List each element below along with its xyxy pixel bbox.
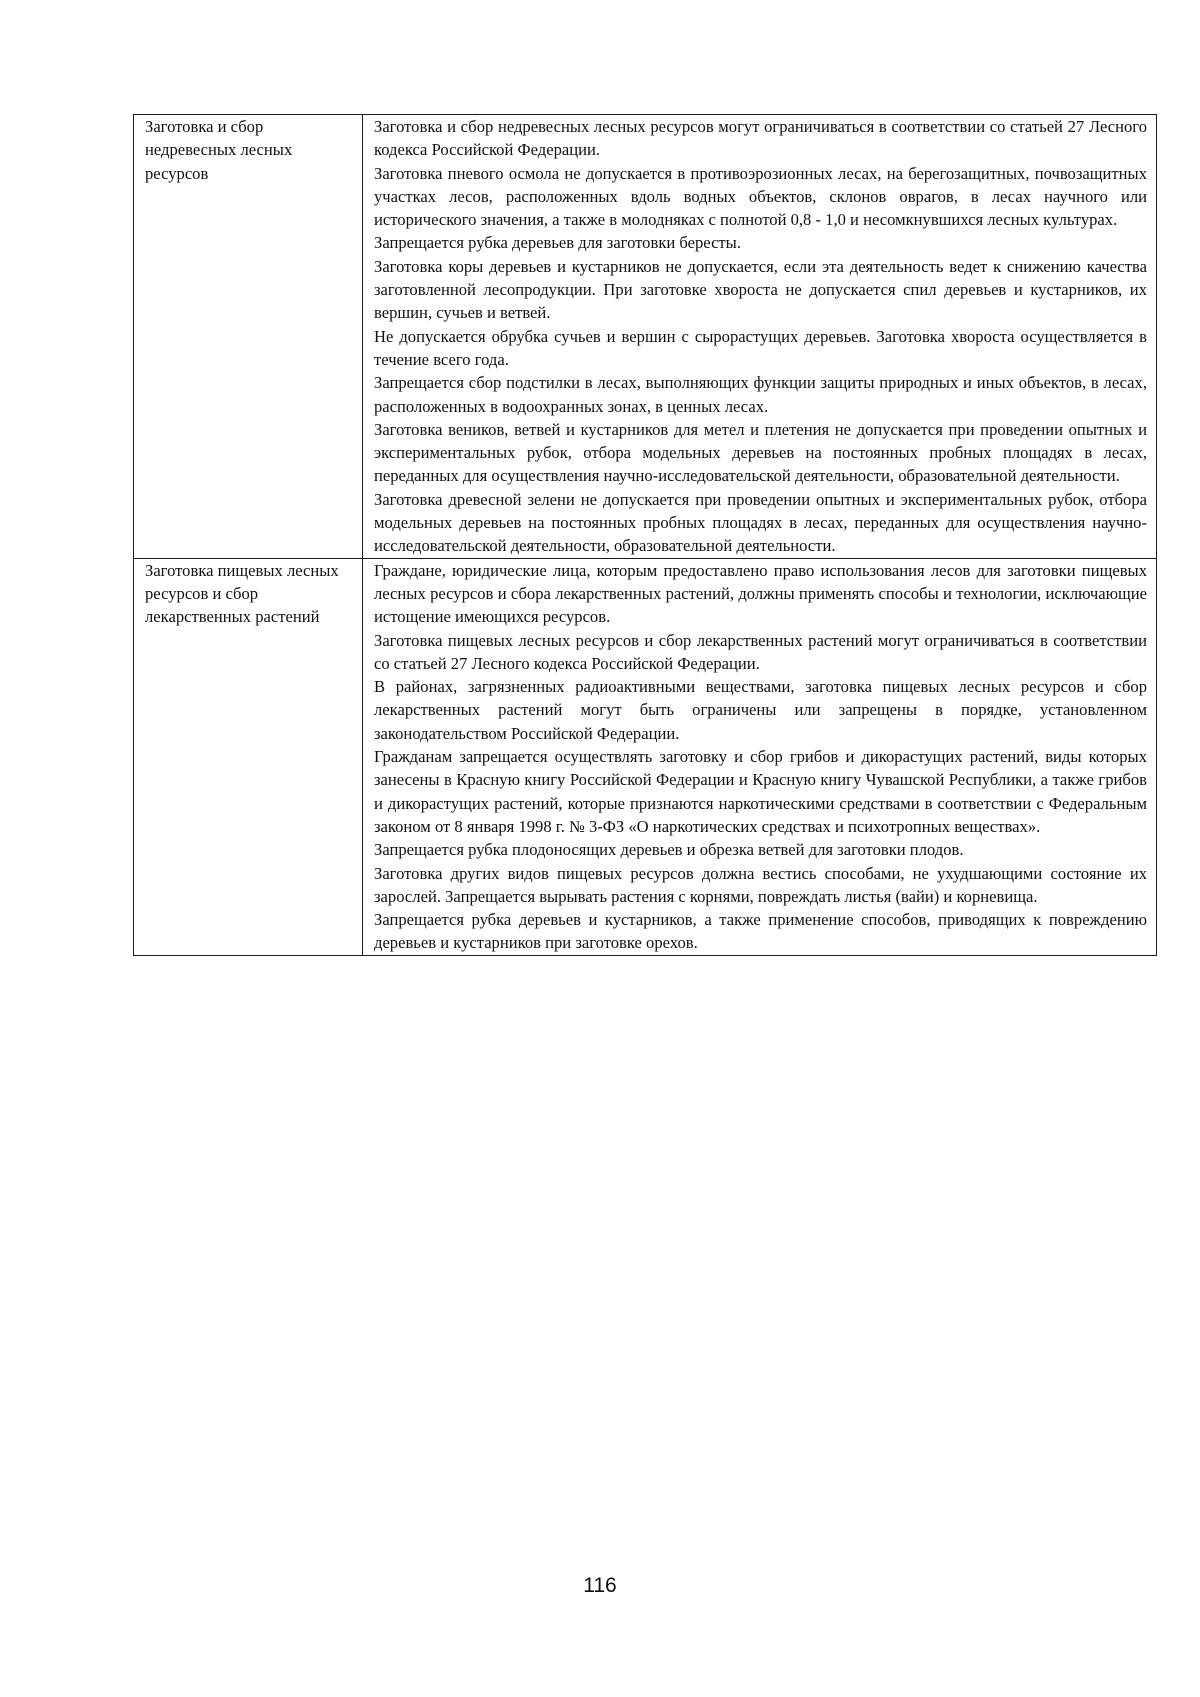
- requirement-paragraph: Заготовка древесной зелени не допускается при проведении опытных и экспериментальных рубок, отбора модельных деревьев на постоянных пробных площадях в лесах, переданных для осуществления научно-исследовательской деятельности, образовательной деятельности.: [374, 489, 1147, 556]
- table-row: [134, 115, 1157, 559]
- category-cell: [134, 115, 363, 559]
- requirement-paragraph: Заготовка коры деревьев и кустарников не допускается, если эта деятельность ведет к снижению качества заготовленной лесопродукции. При заготовке хвороста не допускается спил деревьев и кустарников, их вершин, сучьев и ветвей.: [374, 256, 1147, 323]
- table-row: [134, 558, 1157, 955]
- category-label: Заготовка пищевых лесных ресурсов и сбор лекарственных растений: [145, 560, 339, 627]
- forest-resources-table: [133, 114, 1157, 956]
- requirement-paragraph: Заготовка веников, ветвей и кустарников для метел и плетения не допускается при проведении опытных и экспериментальных рубок, отбора модельных деревьев на постоянных пробных площадях в лесах, переданных для осуществления научно-исследовательской деятельности, образовательной деятельности.: [374, 419, 1147, 486]
- requirement-paragraph: Запрещается рубка деревьев для заготовки бересты.: [374, 233, 741, 253]
- page-number: 116: [583, 1574, 617, 1597]
- requirement-paragraph: Заготовка пищевых лесных ресурсов и сбор лекарственных растений могут ограничиваться в соответствии со статьей 27 Лесного кодекса Российской Федерации.: [374, 630, 1147, 673]
- requirement-paragraph: Заготовка пневого осмола не допускается в противоэрозионных лесах, на берегозащитных, почвозащитных участках лесов, расположенных вдоль водных объектов, склонов оврагов, в лесах научного или исторического значения, а также в молодняках с полнотой 0,8 - 1,0 и несомкнувшихся лесных культурах.: [374, 163, 1147, 230]
- requirement-paragraph: Гражданам запрещается осуществлять заготовку и сбор грибов и дикорастущих растений, виды которых занесены в Красную книгу Российской Федерации и Красную книгу Чувашской Республики, а также грибов и дикорастущих растений, которые признаются наркотическими средствами в соответствии с Федеральным законом от 8 января 1998 г. № 3-ФЗ «О наркотических средствах и психотропных веществах».: [374, 747, 1147, 836]
- requirement-paragraph: Не допускается обрубка сучьев и вершин с сырорастущих деревьев. Заготовка хвороста осуществляется в течение всего года.: [374, 326, 1147, 369]
- requirement-paragraph: В районах, загрязненных радиоактивными веществами, заготовка пищевых лесных ресурсов и сбор лекарственных растений могут быть ограничены или запрещены в порядке, установленном законодательством Российской Федерации.: [374, 677, 1147, 743]
- requirement-paragraph: Запрещается сбор подстилки в лесах, выполняющих функции защиты природных и иных объектов, в лесах, расположенных в водоохранных зонах, в ценных лесах.: [374, 373, 1147, 416]
- category-cell: [134, 558, 363, 955]
- requirements-cell: [363, 115, 1157, 559]
- requirement-paragraph: Запрещается рубка деревьев и кустарников, а также применение способов, приводящих к повреждению деревьев и кустарников при заготовке орехов.: [374, 910, 1147, 953]
- requirement-paragraph: Запрещается рубка плодоносящих деревьев и обрезка ветвей для заготовки плодов.: [374, 840, 964, 860]
- requirement-paragraph: Заготовка других видов пищевых ресурсов должна вестись способами, не ухудшающими состояние их зарослей. Запрещается вырывать растения с корнями, повреждать листья (вайи) и корневища.: [374, 863, 1147, 906]
- category-label: Заготовка и сбор недревесных лесных ресурсов: [145, 117, 293, 183]
- requirements-cell: [363, 558, 1157, 955]
- requirement-paragraph: Граждане, юридические лица, которым предоставлено право использования лесов для заготовки пищевых лесных ресурсов и сбора лекарственных растений, должны применять способы и технологии, исключающие истощение имеющихся ресурсов.: [374, 560, 1147, 627]
- requirement-paragraph: Заготовка и сбор недревесных лесных ресурсов могут ограничиваться в соответствии со статьей 27 Лесного кодекса Российской Федерации.: [374, 117, 1147, 160]
